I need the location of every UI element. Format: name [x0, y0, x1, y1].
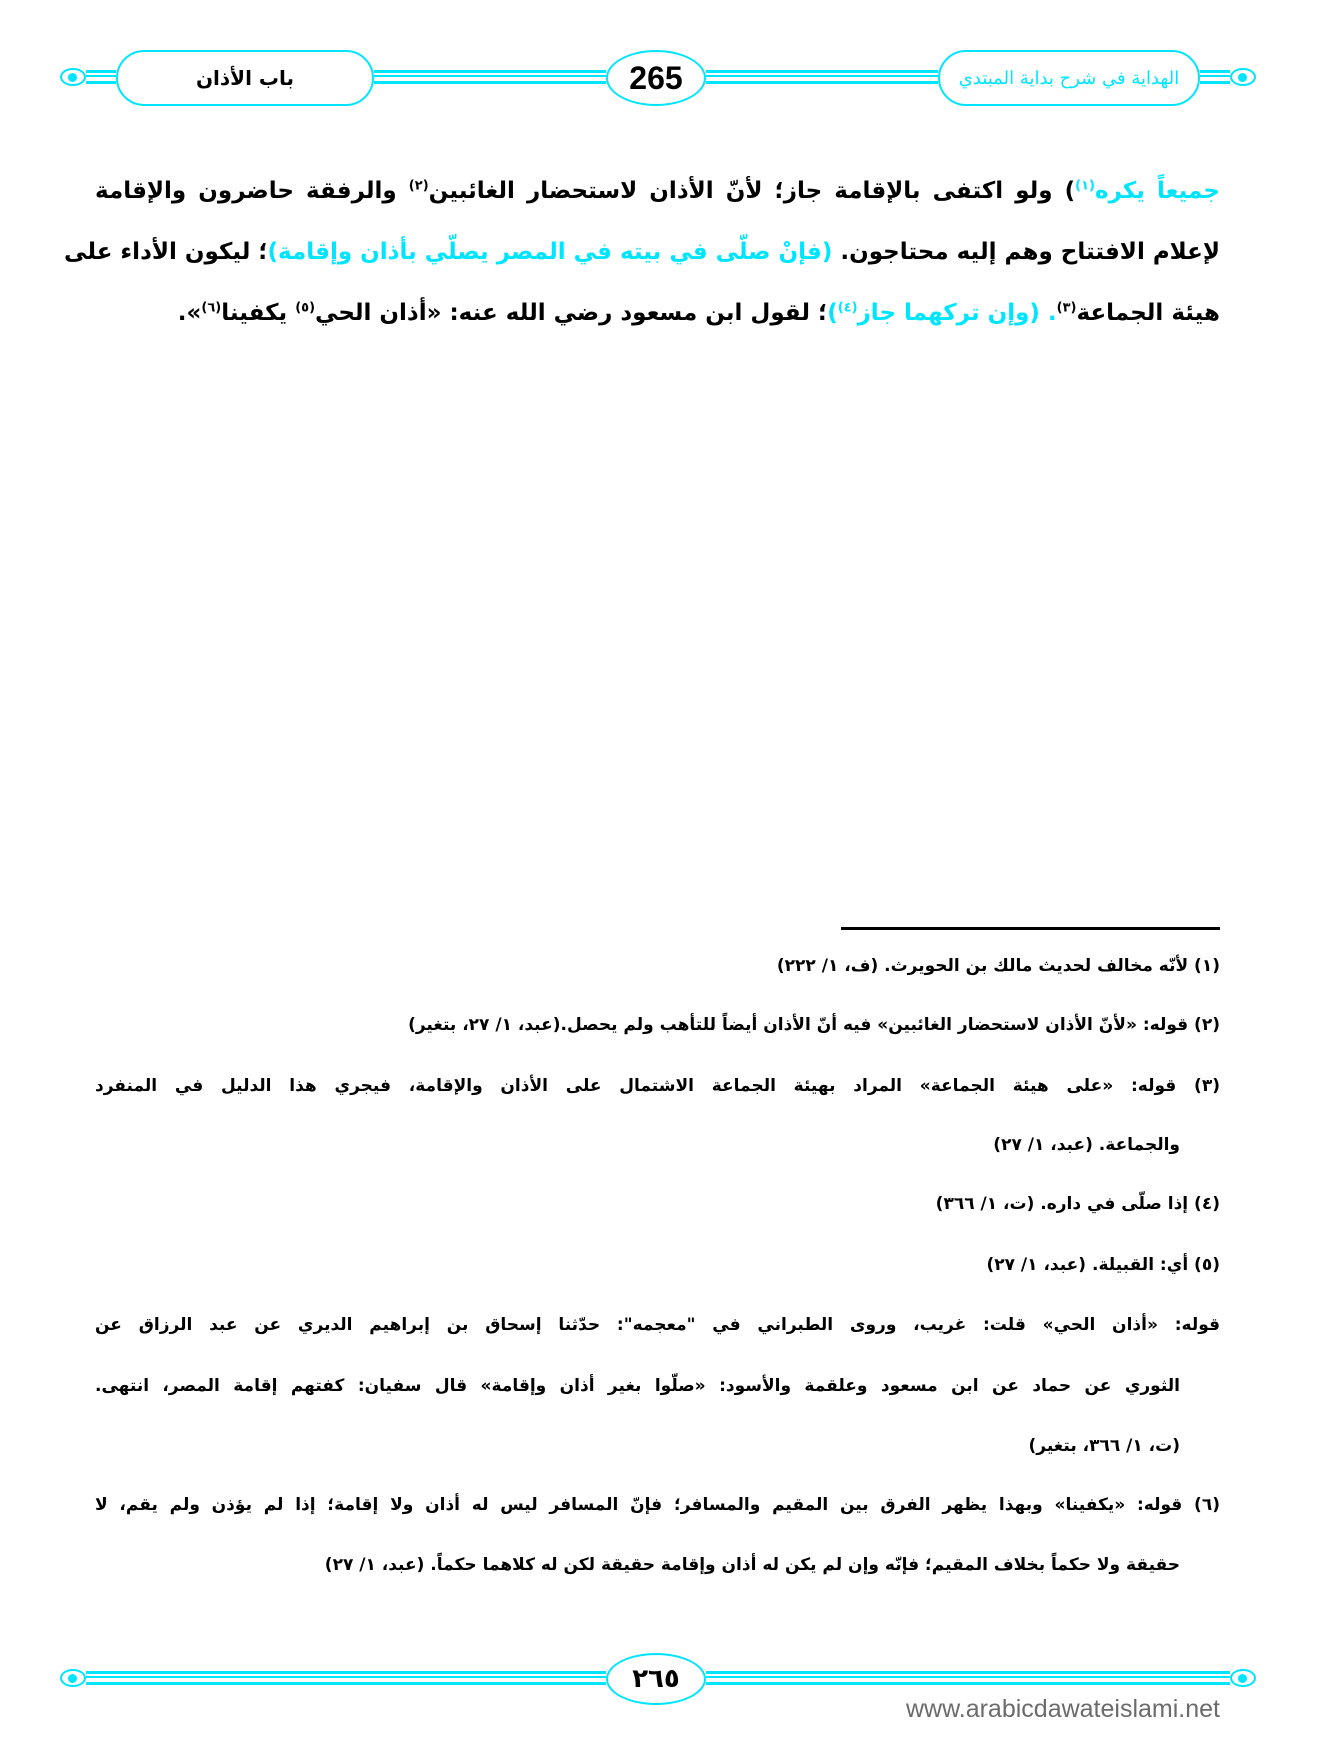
sharh-text: ». [177, 300, 202, 326]
footnote-ref: (٢) [408, 178, 429, 194]
sharh-text: يكفينا [221, 300, 296, 326]
footnote-5-note: قوله: «أذان الحي» قلت: غريب، وروى الطبراني في "معجمه": حدّثنا إسحاق بن إبراهيم الديري عن عبد الرزاق عن [95, 1315, 1220, 1335]
website-url: www.arabicdawateislami.net [905, 1695, 1220, 1723]
chapter-title: باب الأذان [195, 66, 295, 90]
footnote-6-cont: حقيقة ولا حكماً بخلاف المقيم؛ فإنّه وإن لم يكن له أذان وإقامة حقيقة لكن له كلاهما حكماً. (عبد، ١/ ٢٧) [324, 1555, 1180, 1575]
ornament-rail [706, 70, 938, 84]
book-title-frame [938, 50, 1200, 106]
matn-text: جميعاً يكره [1095, 178, 1220, 204]
ornament-rail [86, 70, 116, 84]
footnote-ref: (٤) [837, 300, 858, 316]
main-text-line-2 [64, 239, 1220, 265]
footnote-2: (٢) قوله: «لأنّ الأذان لاستحضار الغائبين» فيه أنّ الأذان أيضاً للتأهب ولم يحصل.(عبد، ١/ ٢٧، بتغير) [408, 1015, 1220, 1035]
footer-page-number-frame [606, 1653, 706, 1705]
footnote-5: (٥) أي: القبيلة. (عبد، ١/ ٢٧) [986, 1255, 1220, 1275]
footnote-ref: (٥) [295, 300, 316, 316]
footnote-ref: (٣) [1056, 300, 1077, 316]
footnote-4: (٤) إذا صلّى في داره. (ت، ١/ ٣٦٦) [935, 1194, 1220, 1214]
ornament-right-icon [1230, 68, 1256, 86]
footnote-ref: (١) [1075, 178, 1095, 194]
ornament-rail [86, 1671, 606, 1685]
main-text-line-3 [95, 300, 1220, 326]
ornament-rail [1200, 70, 1230, 84]
footnote-6: (٦) قوله: «يكفينا» وبهذا يظهر الفرق بين المقيم والمسافر؛ فإنّ المسافر ليس له أذان ولا إقامة؛ إذا لم يؤذن ولم يقم، لا [95, 1495, 1220, 1515]
ornament-rail [706, 1671, 1230, 1685]
footnote-5-note-ref: (ت، ١/ ٣٦٦، بتغير) [1028, 1436, 1180, 1456]
matn-text: . (وإن تركهما جاز [857, 300, 1057, 326]
page-header [0, 50, 1320, 106]
footnote-ref: (٦) [201, 300, 222, 316]
page-number-frame [606, 50, 706, 106]
chapter-label-frame [116, 50, 374, 106]
footnote-3: (٣) قوله: «على هيئة الجماعة» المراد بهيئة الجماعة الاشتمال على الأذان والإقامة، فيجري هذا الدليل في المنفرد [95, 1076, 1220, 1096]
footnote-5-note-cont: الثوري عن حماد عن ابن مسعود وعلقمة والأسود: «صلّوا بغير أذان وإقامة» قال سفيان: كفتهم إقامة المصر، انتهى. [95, 1376, 1180, 1396]
sharh-text: ؛ ليكون الأداء على [64, 239, 268, 265]
ornament-rail [374, 70, 606, 84]
sharh-text: لإعلام الافتتاح وهم إليه محتاجون. [832, 239, 1220, 265]
footnote-1: (١) لأنّه مخالف لحديث مالك بن الحويرث. (ف، ١/ ٢٢٢) [776, 956, 1220, 976]
footnote-separator [841, 927, 1220, 930]
book-title-logo: الهداية في شرح بداية المبتدي [958, 67, 1180, 89]
sharh-text: هيئة الجماعة [1076, 300, 1220, 326]
ornament-right-icon [1230, 1669, 1256, 1687]
matn-text: ) [827, 300, 838, 326]
footnote-3-cont: والجماعة. (عبد، ١/ ٢٧) [993, 1135, 1180, 1155]
sharh-text: والرفقة حاضرون والإقامة [95, 178, 409, 204]
main-text-line-1 [95, 178, 1220, 204]
ornament-left-icon [60, 1669, 86, 1687]
footer-page-number: ٢٦٥ [632, 1664, 680, 1694]
sharh-text: ؛ لقول ابن مسعود رضي الله عنه: «أذان الحي [315, 300, 828, 326]
page-number: 265 [629, 59, 683, 96]
matn-text: (فإنْ صلّى في بيته في المصر يصلّي بأذان وإقامة) [267, 239, 833, 265]
ornament-left-icon [60, 68, 86, 86]
sharh-text: ) ولو اكتفى بالإقامة جاز؛ لأنّ الأذان لاستحضار الغائبين [428, 178, 1076, 204]
